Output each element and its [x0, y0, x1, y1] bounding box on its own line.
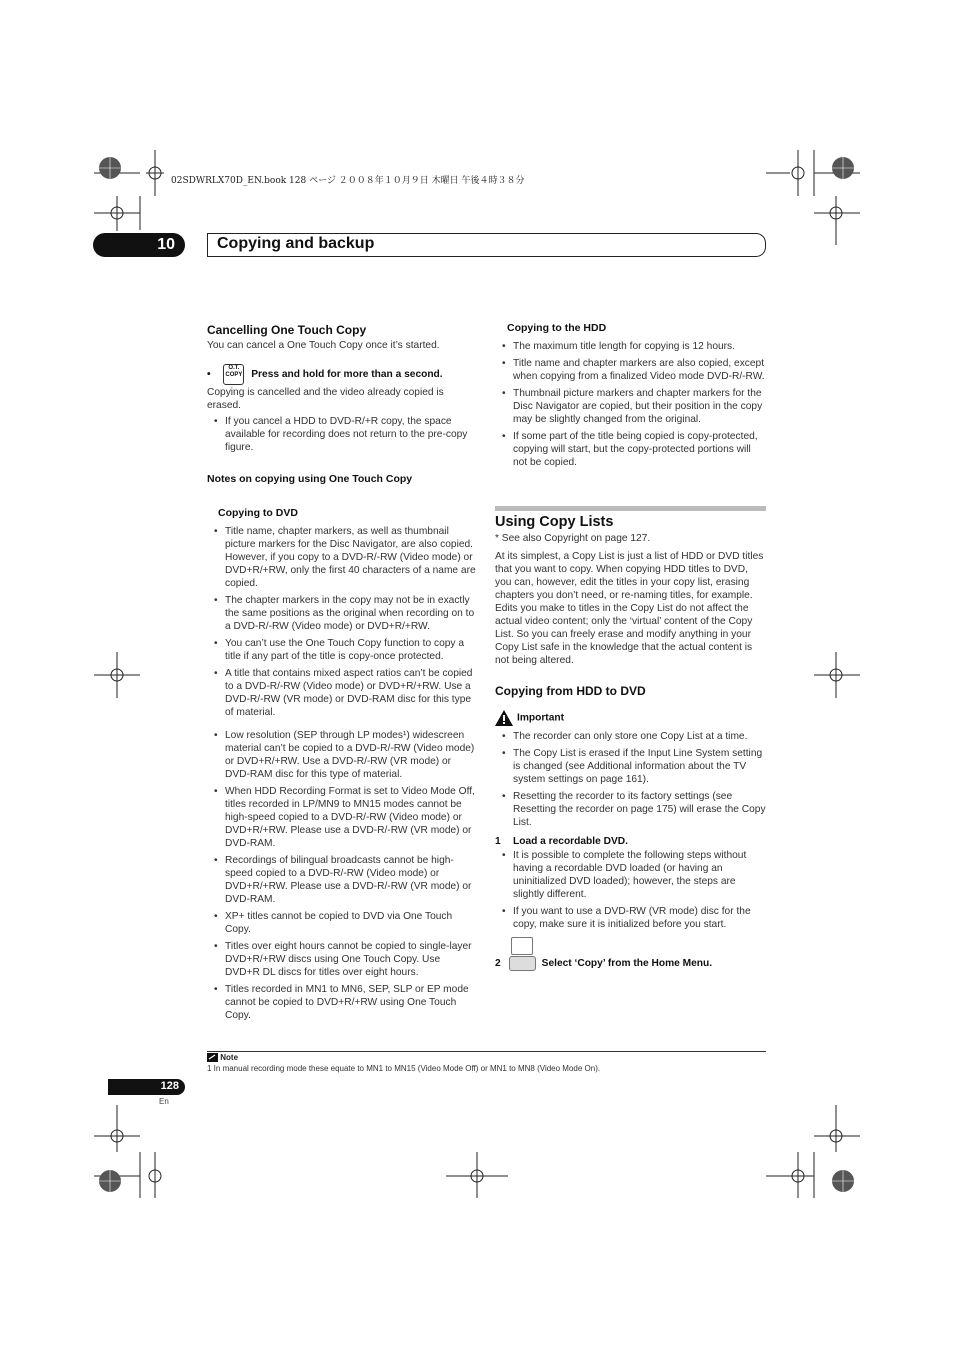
list-item: • Recordings of bilingual broadcasts cannot be high-speed copied to a DVD-R/-RW (Video mode) or DVD+R/+RW. Please use a DVD-R/-RW (VR mode) or DVD-RAM. — [207, 854, 477, 906]
chapter-number: 10 — [157, 236, 175, 253]
right-column-bottom — [495, 532, 766, 971]
press-hold-instruction: • O.T. COPY Press and hold for more than a second. — [207, 364, 477, 385]
left-column — [207, 324, 477, 1026]
list-item: • If some part of the title being copied is copy-protected, copying will start, but the copy-protected portions will not be copied. — [495, 430, 766, 469]
see-also: * See also Copyright on page 127. — [495, 533, 651, 544]
cancel-heading: Cancelling One Touch Copy — [207, 323, 367, 337]
section-rule — [495, 506, 766, 511]
list-item: • A title that contains mixed aspect ratios can’t be copied to a DVD-R/-RW (Video mode) or DVD+R/+RW. Use a DVD-R/-RW (VR mode) or DVD-RAM disc for this type of material. — [207, 667, 477, 719]
list-item: • XP+ titles cannot be copied to DVD via One Touch Copy. — [207, 910, 477, 936]
hdd-heading: Copying to the HDD — [507, 322, 607, 334]
list-item: • Titles recorded in MN1 to MN6, SEP, SLP or EP mode cannot be copied to DVD+R/+RW using One Touch Copy. — [207, 983, 477, 1022]
list-item: • The Copy List is erased if the Input Line System setting is changed (see Additional information about the TV system settings on page 161). — [495, 747, 766, 786]
important-label: Important — [517, 712, 564, 724]
cancel-intro: You can cancel a One Touch Copy once it’s started. — [207, 340, 440, 351]
dvd-bullets — [207, 525, 477, 1022]
section-title: Using Copy Lists — [495, 514, 614, 530]
page-number-badge — [108, 1079, 185, 1095]
important-bullets — [495, 730, 766, 829]
footnote: 1 In manual recording mode these equate to MN1 to MN15 (Video Mode Off) or MN1 to MN8 (Video Mode On). — [207, 1064, 601, 1073]
right-column-top — [495, 322, 766, 473]
important-callout — [495, 710, 766, 726]
list-item: • If you cancel a HDD to DVD-R/+R copy, the space available for recording does not return to the pre-copy figure. — [207, 415, 477, 454]
list-item: • The maximum title length for copying is 12 hours. — [495, 340, 766, 353]
dvd-heading: Copying to DVD — [218, 507, 298, 519]
page-language: En — [159, 1097, 169, 1106]
cancel-bullets — [207, 415, 477, 454]
list-item: • Title name and chapter markers are also copied, except when copying from a finalized Video mode DVD-R/-RW. — [495, 357, 766, 383]
note-divider — [207, 1051, 766, 1052]
sub-heading: Copying from HDD to DVD — [495, 684, 646, 698]
list-item: • The recorder can only store one Copy List at a time. — [495, 730, 766, 743]
hdd-bullets — [495, 340, 766, 469]
list-item: • The chapter markers in the copy may not be in exactly the same positions as the original when recording on to a DVD-R/-RW (Video mode) or DVD+R/+RW. — [207, 594, 477, 633]
list-item: • Titles over eight hours cannot be copied to single-layer DVD+R/+RW discs using One Touch Copy. Use DVD+R DL discs for titles over eight hours. — [207, 940, 477, 979]
cancel-result: Copying is cancelled and the video already copied is erased. — [207, 387, 444, 411]
list-item: • When HDD Recording Format is set to Video Mode Off, titles recorded in LP/MN9 to MN15 modes cannot be high-speed copied to a DVD-R/-RW (Video mode) or DVD+R/+RW. Please use a DVD-R/-RW (VR mode) or DVD-RAM. — [207, 785, 477, 850]
note-label: Note — [220, 1053, 239, 1062]
press-hold-text: Press and hold for more than a second. — [251, 369, 443, 381]
notes-heading: Notes on copying using One Touch Copy — [207, 473, 413, 485]
list-item: • If you want to use a DVD-RW (VR mode) disc for the copy, make sure it is initialized before you start. — [495, 905, 766, 931]
o-t-copy-button-icon: O.T. COPY — [223, 364, 244, 385]
note-heading — [207, 1053, 238, 1062]
step-1-bullets — [495, 849, 766, 931]
page-number: 128 — [160, 1080, 179, 1092]
list-item: • Low resolution (SEP through LP modes¹) widescreen material can’t be copied to a DVD-R/-RW (Video mode) or DVD+R/+RW. Use a DVD-R/-RW (VR mode) or DVD-RAM disc for this type of material. — [207, 729, 477, 781]
list-item: • Resetting the recorder to its factory settings (see Resetting the recorder on page 175) will erase the Copy List. — [495, 790, 766, 829]
chapter-number-badge — [93, 233, 185, 257]
list-item: • Title name, chapter markers, as well as thumbnail picture markers for the Disc Navigator, are also copied. However, if you copy to a DVD-R/-RW (Video mode) or DVD+R/+RW, only the first 40 characters of a name are copied. — [207, 525, 477, 590]
step-2-label: Select ‘Copy’ from the Home Menu. — [541, 958, 713, 970]
warning-icon — [495, 710, 513, 726]
step-1-number: 1 — [495, 836, 501, 847]
step-2 — [495, 956, 766, 971]
step-2-number: 2 — [495, 958, 501, 970]
print-header: 02SDWRLX70D_EN.book 128 ページ ２００８年１０月９日 木曜日 午後４時３８分 — [171, 176, 525, 186]
step-1 — [495, 835, 766, 848]
list-item: • You can’t use the One Touch Copy function to copy a title if any part of the title is copy-once protected. — [207, 637, 477, 663]
list-item: • It is possible to complete the following steps without having a recordable DVD loaded (or having an uninitialized DVD loaded); however, the steps are slightly different. — [495, 849, 766, 901]
chapter-title-bar — [207, 233, 766, 257]
copy-list-intro: At its simplest, a Copy List is just a list of HDD or DVD titles that you want to copy. When copying HDD titles to DVD, you can, however, edit the titles in your copy list, erasing chapters you don’t need, or re-naming titles, for example. Edits you make to titles in the Copy List do not affect the actual video content; only the ‘virtual’ content of the Copy List. So you can freely erase and modify anything in your Copy List safe in the knowledge that the actual content is not being altered. — [495, 551, 764, 666]
step-1-label: Load a recordable DVD. — [513, 836, 628, 847]
chapter-title: Copying and backup — [217, 235, 375, 252]
note-icon — [207, 1053, 218, 1062]
list-item: • Thumbnail picture markers and chapter markers for the Disc Navigator are copied, but their position in the copy may be slightly changed from the original. — [495, 387, 766, 426]
home-menu-button-icon — [509, 956, 536, 971]
